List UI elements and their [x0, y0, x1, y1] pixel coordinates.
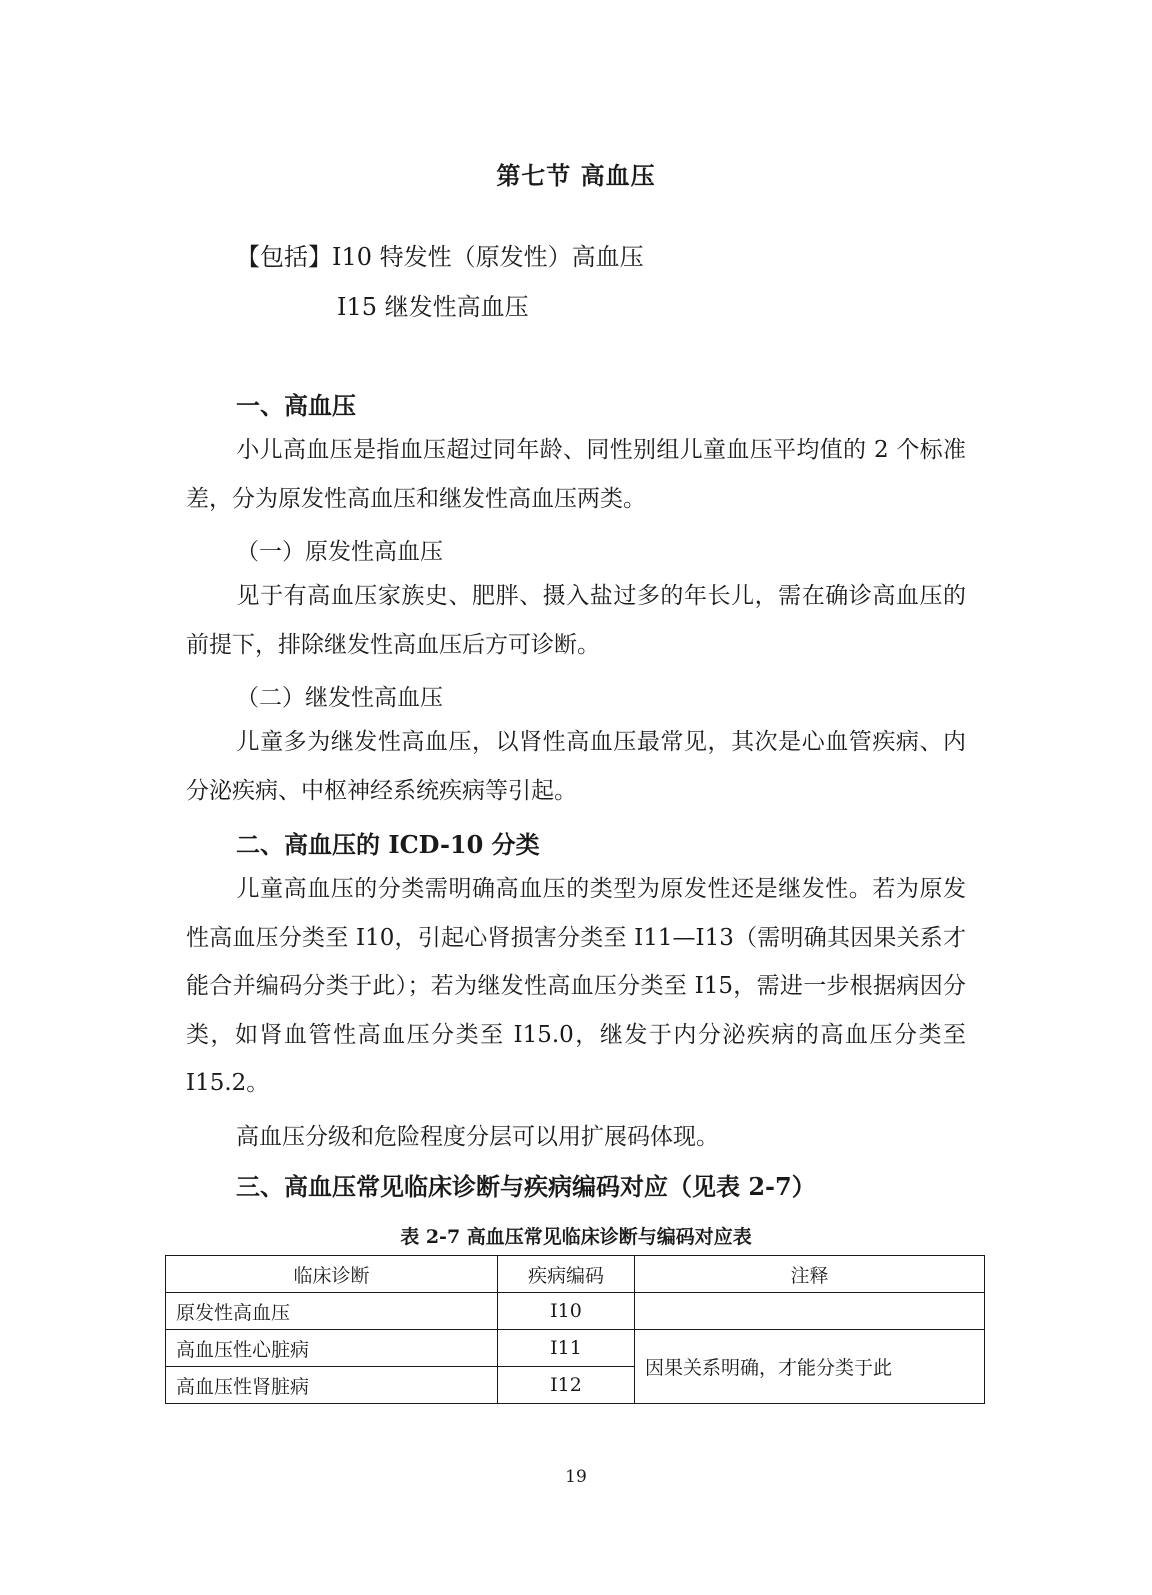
subheading-2: （二）继发性高血压 — [236, 685, 443, 711]
include-bracket-label: 【包括】 — [236, 243, 332, 271]
cell-diagnosis: 高血压性肾脏病 — [166, 1367, 498, 1404]
table-row — [166, 1330, 985, 1367]
include-item-i15: I15 继发性高血压 — [337, 293, 529, 321]
paragraph-3 — [186, 718, 966, 815]
paragraph-4 — [186, 865, 966, 1108]
cell-code: I12 — [498, 1367, 635, 1404]
paragraph-2-text: 见于有高血压家族史、肥胖、摄入盐过多的年长儿，需在确诊高血压的前提下，排除继发性高血压后方可诊断。 — [186, 583, 966, 658]
paragraph-2 — [186, 572, 966, 669]
page-number: 19 — [565, 1467, 587, 1487]
paragraph-1 — [186, 426, 966, 523]
diagnosis-code-table — [165, 1255, 985, 1404]
table-caption: 表 2-7 高血压常见临床诊断与编码对应表 — [400, 1226, 752, 1248]
cell-note-merged: 因果关系明确，才能分类于此 — [635, 1330, 985, 1404]
paragraph-5: 高血压分级和危险程度分层可以用扩展码体现。 — [236, 1124, 719, 1150]
table-header-row — [166, 1256, 985, 1293]
paragraph-3-text: 儿童多为继发性高血压，以肾性高血压最常见，其次是心血管疾病、内分泌疾病、中枢神经系统疾病等引起。 — [186, 729, 966, 804]
heading-3: 三、高血压常见临床诊断与疾病编码对应（见表 2-7） — [236, 1172, 816, 1201]
header-diagnosis: 临床诊断 — [166, 1256, 498, 1293]
include-line-1 — [236, 237, 644, 272]
cell-code: I11 — [498, 1330, 635, 1367]
paragraph-4-text: 儿童高血压的分类需明确高血压的类型为原发性还是继发性。若为原发性高血压分类至 I10，引起心肾损害分类至 I11—I13（需明确其因果关系才能合并编码分类于此）；若为继发性高血压分类至 I15，需进一步根据病因分类，如肾血管性高血压分类至 I15.0，继发于内分泌疾病的高血压分类至 I15.2。 — [186, 876, 966, 1096]
header-code: 疾病编码 — [498, 1256, 635, 1293]
cell-code: I10 — [498, 1293, 635, 1330]
heading-2: 二、高血压的 ICD-10 分类 — [236, 830, 540, 859]
heading-1: 一、高血压 — [236, 391, 356, 420]
include-item-i10: I10 特发性（原发性）高血压 — [332, 243, 644, 271]
table-row — [166, 1293, 985, 1330]
subheading-1: （一）原发性高血压 — [236, 539, 443, 565]
section-title: 第七节 高血压 — [496, 161, 656, 190]
cell-diagnosis: 高血压性心脏病 — [166, 1330, 498, 1367]
paragraph-1-text: 小儿高血压是指血压超过同年龄、同性别组儿童血压平均值的 2 个标准差，分为原发性高血压和继发性高血压两类。 — [186, 437, 966, 512]
header-note: 注释 — [635, 1256, 985, 1293]
cell-diagnosis: 原发性高血压 — [166, 1293, 498, 1330]
cell-note-empty — [635, 1293, 985, 1330]
